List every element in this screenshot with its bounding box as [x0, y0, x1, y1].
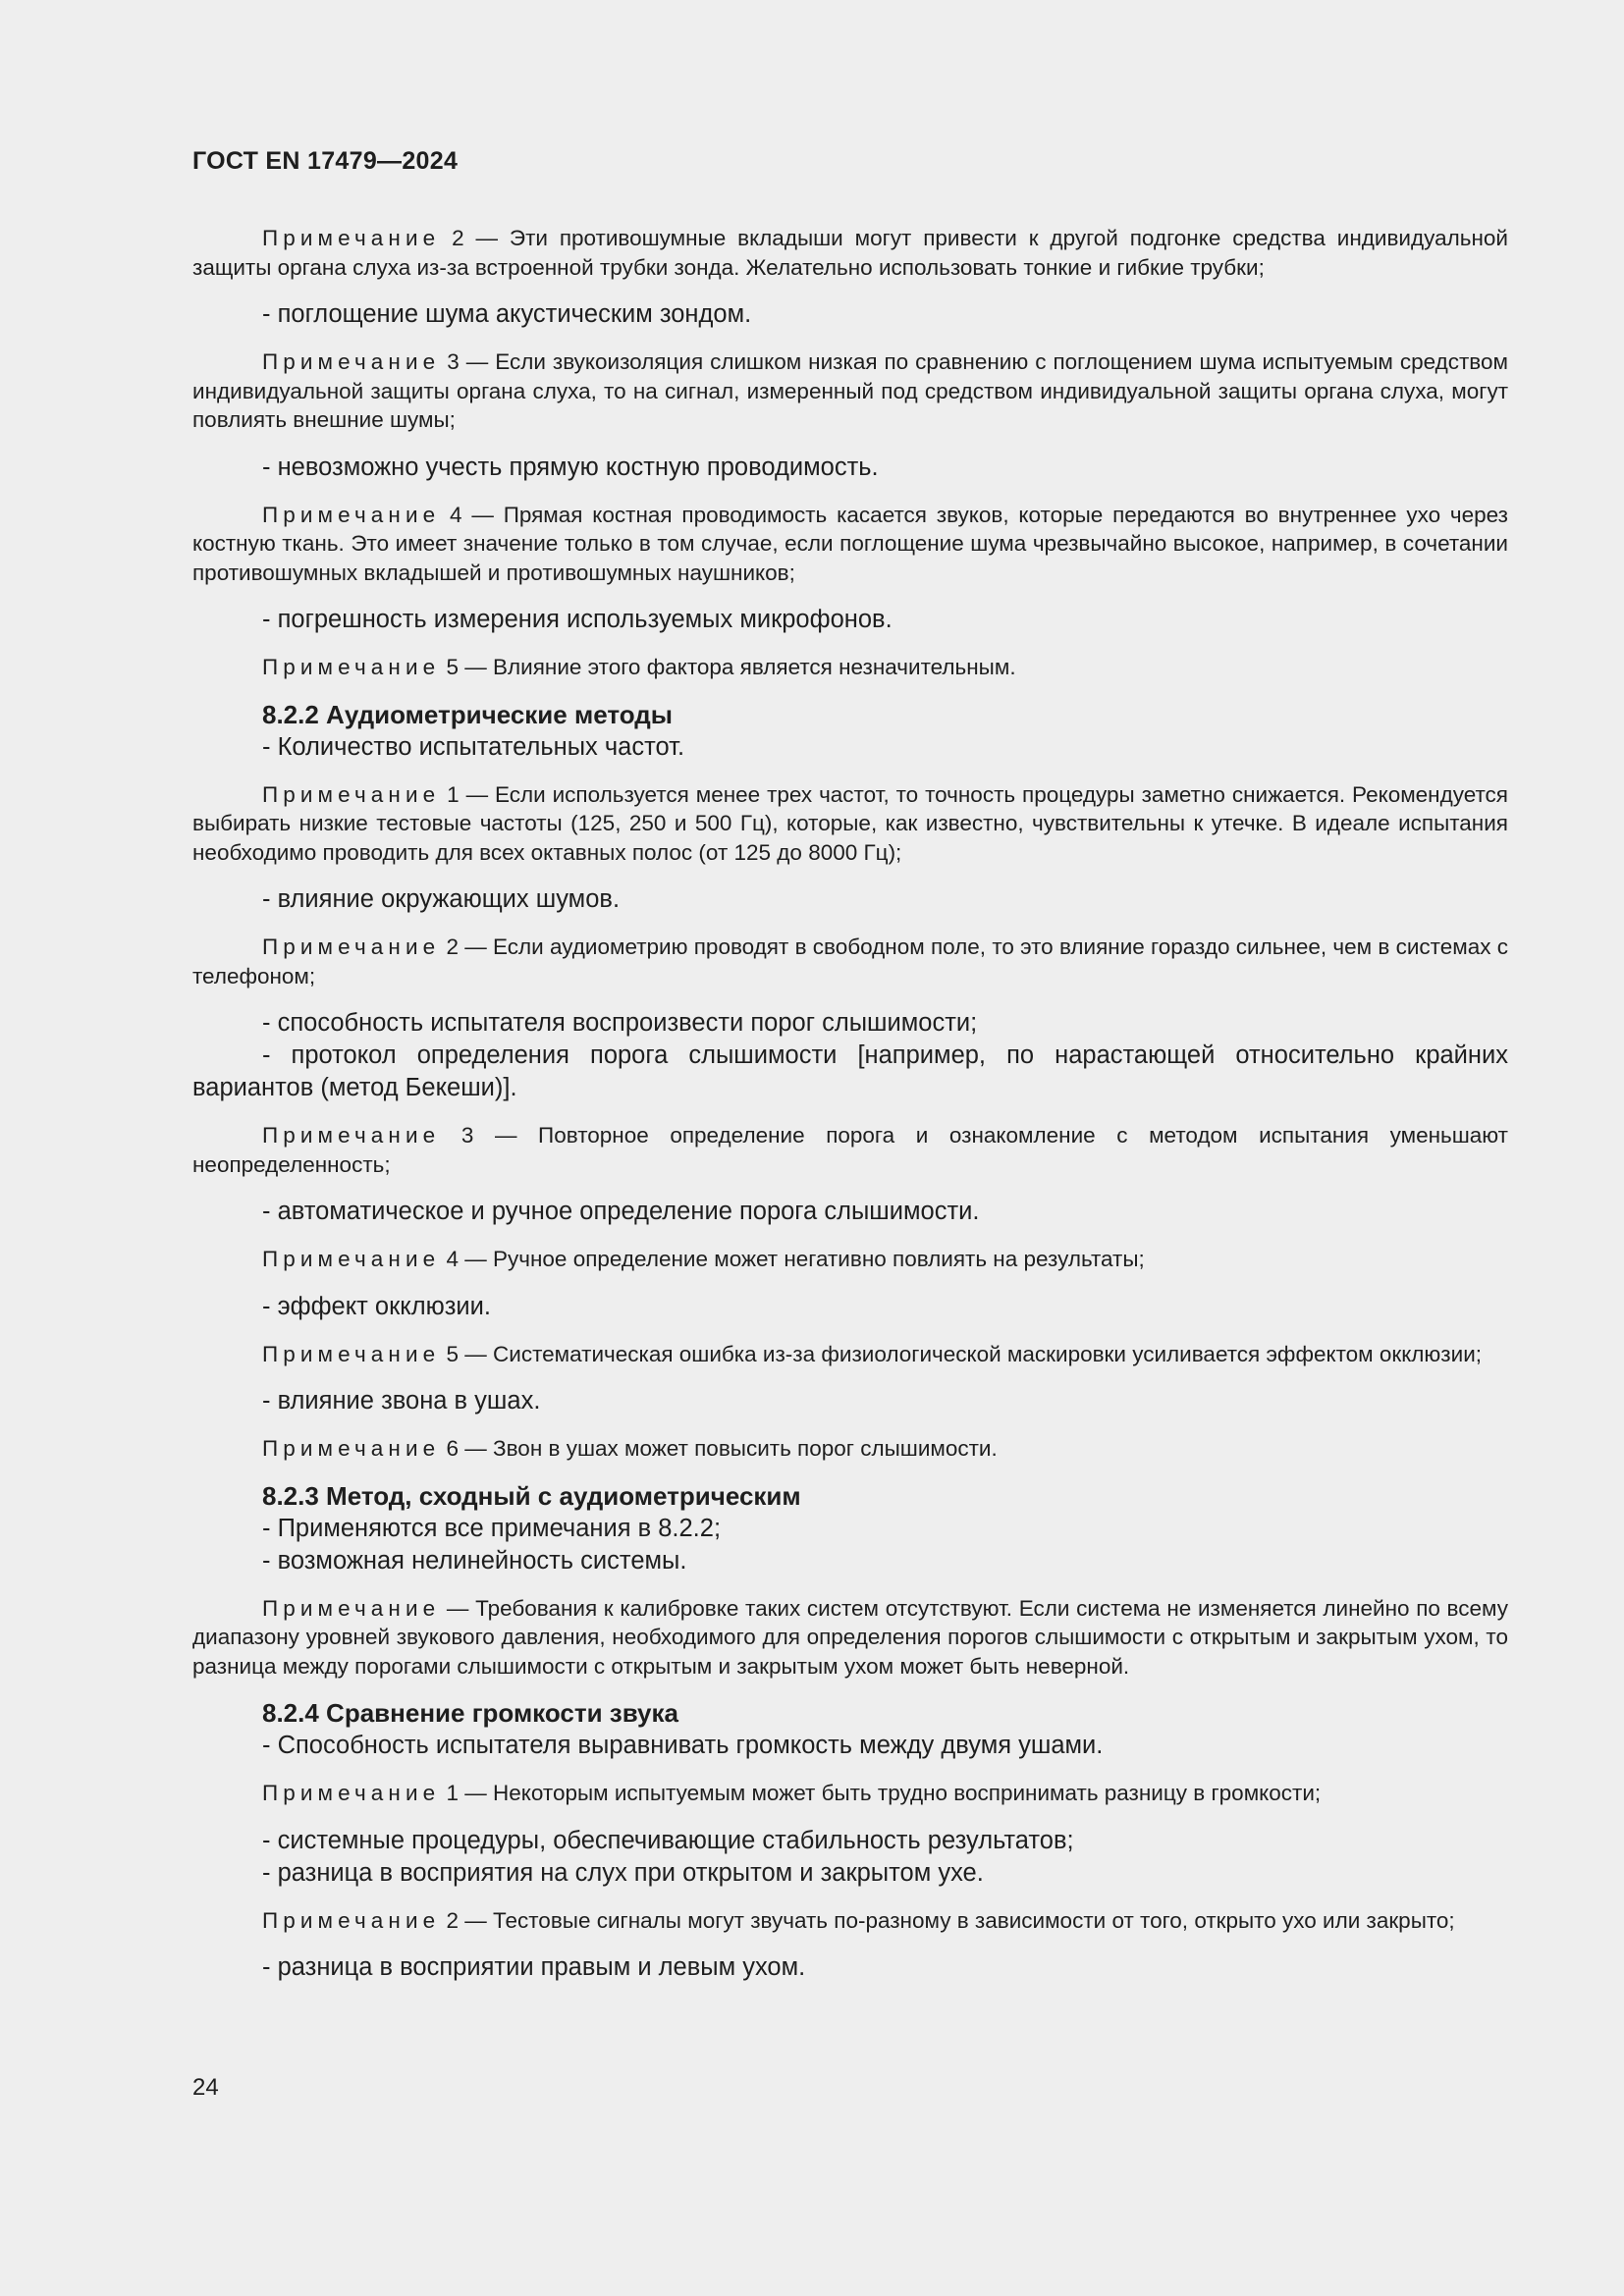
list-item: - системные процедуры, обеспечивающие стабильность результатов; — [262, 1826, 1074, 1854]
list-group — [192, 1291, 1508, 1323]
list-group — [192, 1730, 1508, 1762]
note-paragraph — [192, 1594, 1508, 1682]
note-text: Звон в ушах может повысить порог слышимости. — [493, 1436, 998, 1461]
note-label: Примечание — [262, 1123, 441, 1148]
list-item: - Применяются все примечания в 8.2.2; — [262, 1514, 722, 1542]
list-group — [192, 1196, 1508, 1228]
note-paragraph — [192, 780, 1508, 868]
note-text: Некоторым испытуемым может быть трудно воспринимать разницу в громкости; — [493, 1781, 1322, 1805]
list-group — [192, 1513, 1508, 1577]
note-number: 2 — — [440, 934, 494, 959]
note-text: Если звукоизоляция слишком низкая по сравнению с поглощением шума испытуемым средством индивидуальной защиты органа слуха, то на сигнал, измеренный под средством индивидуальной защиты органа слуха, могут повлиять внешние шумы; — [192, 349, 1508, 432]
note-number: 5 — — [440, 1341, 494, 1366]
note-text: Прямая костная проводимость касается звуков, которые передаются во внутреннее ухо через костную ткань. Это имеет значение только в том случае, если поглощение шума чрезвычайно высокое, например, в сочетании противошумных вкладышей и противошумных наушников; — [192, 502, 1508, 585]
note-number: 2 — — [440, 226, 510, 250]
section-heading: 8.2.3 Метод, сходный с аудиометрическим — [262, 1480, 801, 1511]
note-number: 1 — — [440, 781, 495, 807]
note-number: 4 — — [440, 1247, 494, 1271]
list-group — [192, 731, 1508, 764]
note-label: Примечание — [262, 349, 441, 374]
document-header: ГОСТ EN 17479—2024 — [192, 147, 459, 175]
list-group — [192, 452, 1508, 484]
note-paragraph — [192, 1245, 1508, 1274]
note-number: — — [440, 1595, 476, 1621]
note-label: Примечание — [262, 1907, 441, 1933]
list-item: - невозможно учесть прямую костную проводимость. — [262, 453, 879, 481]
document-body — [192, 224, 1508, 2001]
note-text: Систематическая ошибка из-за физиологической маскировки усиливается эффектом окклюзии; — [493, 1341, 1483, 1366]
note-number: 5 — — [440, 655, 494, 679]
note-number: 3 — — [440, 1123, 539, 1148]
note-label: Примечание — [262, 1595, 441, 1621]
note-text: Тестовые сигналы могут звучать по-разному в зависимости от того, открыто ухо или закрыто; — [493, 1907, 1455, 1933]
note-number: 1 — — [440, 1781, 494, 1805]
note-text: Ручное определение может негативно повлиять на результаты; — [493, 1247, 1145, 1271]
list-group — [192, 1007, 1508, 1104]
list-group — [192, 1825, 1508, 1890]
list-item: - влияние звона в ушах. — [262, 1387, 541, 1415]
note-number: 2 — — [440, 1907, 494, 1933]
list-item: - разница в восприятии правым и левым ухом. — [262, 1953, 806, 1981]
list-group — [192, 1385, 1508, 1417]
note-paragraph — [192, 933, 1508, 990]
note-text: Влияние этого фактора является незначительным. — [493, 655, 1016, 679]
section-heading: 8.2.4 Сравнение громкости звука — [262, 1698, 678, 1728]
page-number: 24 — [192, 2074, 219, 2101]
list-item: - Способность испытателя выравнивать громкость между двумя ушами. — [262, 1732, 1104, 1759]
note-paragraph — [192, 653, 1508, 682]
list-group — [192, 298, 1508, 331]
list-item: - Количество испытательных частот. — [262, 732, 685, 761]
list-group — [192, 604, 1508, 636]
note-text: Если используется менее трех частот, то точность процедуры заметно снижается. Рекомендуется выбирать низкие тестовые частоты (125, 250 и 500 Гц), которые, как известно, чувствительны к утечке. В идеале испытания необходимо проводить для всех октавных полос (от 125 до 8000 Гц); — [192, 781, 1508, 865]
note-label: Примечание — [262, 655, 441, 679]
list-item: - разница в восприятия на слух при открытом и закрытом ухе. — [262, 1858, 984, 1887]
note-label: Примечание — [262, 226, 441, 250]
note-paragraph — [192, 1121, 1508, 1179]
note-label: Примечание — [262, 1781, 441, 1805]
list-item: - возможная нелинейность системы. — [262, 1546, 687, 1575]
note-text: Эти противошумные вкладыши могут привести к другой подгонке средства индивидуальной защиты органа слуха из-за встроенной трубки зонда. Желательно использовать тонкие и гибкие трубки; — [192, 226, 1508, 280]
note-text: Требования к калибровке таких систем отсутствуют. Если система не изменяется линейно по всему диапазону уровней звукового давления, необходимого для определения порогов слышимости с открытым и закрытым ухом, то разница между порогами слышимости с открытым и закрытым ухом может быть неверной. — [192, 1595, 1508, 1679]
list-item: - влияние окружающих шумов. — [262, 885, 621, 913]
note-paragraph — [192, 1434, 1508, 1464]
note-text: Если аудиометрию проводят в свободном поле, то это влияние гораздо сильнее, чем в системах с телефоном; — [192, 934, 1508, 988]
note-paragraph — [192, 1340, 1508, 1369]
note-label: Примечание — [262, 781, 441, 807]
note-label: Примечание — [262, 1341, 441, 1366]
note-paragraph — [192, 1779, 1508, 1808]
note-paragraph — [192, 224, 1508, 282]
note-paragraph — [192, 501, 1508, 588]
list-item: - поглощение шума акустическим зондом. — [262, 300, 752, 328]
list-group — [192, 883, 1508, 916]
note-number: 6 — — [440, 1436, 494, 1461]
note-label: Примечание — [262, 934, 441, 959]
list-item: - эффект окклюзии. — [262, 1292, 491, 1320]
list-item: - протокол определения порога слышимости [например, по нарастающей относительно крайних вариантов (метод Бекеши)]. — [192, 1041, 1508, 1101]
note-label: Примечание — [262, 1436, 441, 1461]
list-group — [192, 1951, 1508, 1984]
section-heading: 8.2.2 Аудиометрические методы — [262, 699, 673, 729]
note-paragraph — [192, 1906, 1508, 1936]
list-item: - способность испытателя воспроизвести порог слышимости; — [262, 1009, 978, 1037]
note-number: 3 — — [440, 349, 496, 374]
list-item: - автоматическое и ручное определение порога слышимости. — [262, 1198, 980, 1225]
note-paragraph — [192, 347, 1508, 435]
note-number: 4 — — [440, 502, 504, 527]
note-text: Повторное определение порога и ознакомление с методом испытания уменьшают неопределенность; — [192, 1123, 1508, 1177]
note-label: Примечание — [262, 1247, 441, 1271]
note-label: Примечание — [262, 502, 441, 527]
list-item: - погрешность измерения используемых микрофонов. — [262, 606, 893, 633]
